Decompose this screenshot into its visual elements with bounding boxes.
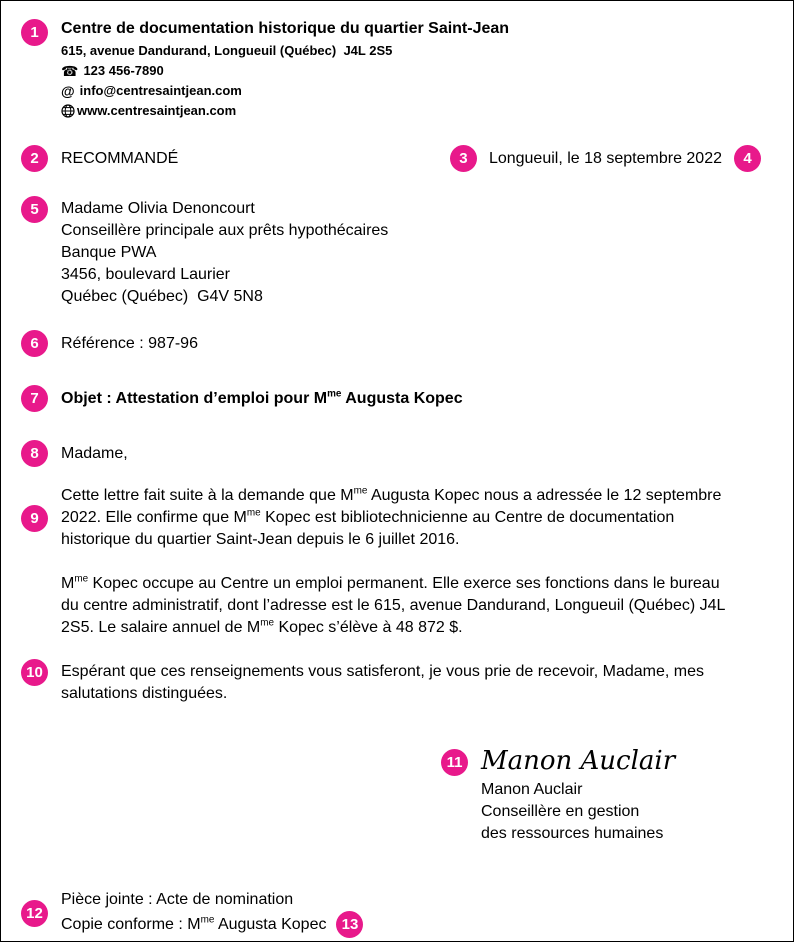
cc-text: Copie conforme : $M^{me}$ Augusta Kopec — [61, 914, 327, 933]
callout-badge-8: 8 — [21, 440, 48, 467]
email-address: info@centresaintjean.com — [79, 83, 242, 98]
footer-notations — [21, 889, 777, 938]
callout-badge-13: 13 — [336, 911, 363, 938]
mention-date-row — [21, 145, 777, 172]
recipient-name: Madame Olivia Denoncourt — [61, 200, 255, 217]
website-url: www.centresaintjean.com — [77, 103, 237, 118]
closing-paragraph: Espérant que ces renseignements vous satisferont, je vous prie de recevoir, Madame, mes salutations distinguées. — [61, 663, 704, 702]
enclosure-line: Pièce jointe : Acte de nomination — [61, 891, 294, 908]
subject-row — [21, 385, 777, 412]
org-address-text: 615, avenue Dandurand, Longueuil (Québec) J4L 2S5 — [61, 43, 393, 58]
org-address — [61, 41, 738, 61]
place-date-line: Longueuil, le 18 septembre 2022 — [488, 149, 722, 167]
callout-badge-9: 9 — [21, 505, 48, 532]
recipient-company: Banque PWA — [61, 244, 157, 261]
globe-icon — [61, 104, 75, 118]
closing-row — [21, 661, 777, 705]
callout-badge-2: 2 — [21, 145, 48, 172]
phone-icon: ☎ — [61, 63, 79, 79]
letterhead — [21, 19, 777, 121]
org-phone — [61, 61, 738, 81]
callout-badge-3: 3 — [450, 145, 477, 172]
registered-mention: RECOMMANDÉ — [61, 149, 179, 167]
callout-badge-12: 12 — [21, 900, 48, 927]
signature-script: Manon Auclair — [481, 746, 676, 776]
signature-title-1: Conseillère en gestion — [481, 803, 640, 820]
cc-line — [61, 911, 363, 938]
org-name: Centre de documentation historique du quartier Saint-Jean — [61, 20, 510, 37]
callout-badge-4: 4 — [734, 145, 761, 172]
callout-badge-7: 7 — [21, 385, 48, 412]
callout-badge-1: 1 — [21, 19, 48, 46]
recipient-street: 3456, boulevard Laurier — [61, 266, 231, 283]
body-paragraph-2-row — [21, 573, 777, 639]
signature-title-2: des ressources humaines — [481, 825, 664, 842]
callout-badge-11: 11 — [441, 749, 468, 776]
callout-badge-6: 6 — [21, 330, 48, 357]
callout-badge-5: 5 — [21, 196, 48, 223]
phone-number: 123 456-7890 — [83, 63, 164, 78]
signature-block — [441, 745, 777, 845]
subject-line: Objet : Attestation d’emploi pour $M^{me}$ Augusta Kopec — [61, 388, 463, 407]
body-paragraph-2: $M^{me}$ Kopec occupe au Centre un emploi permanent. Elle exerce ses fonctions dans le bureau du centre administratif, dont l’adresse est le 615, avenue Dandurand, Longueuil (Québec) J4L 2S5. Le salaire annuel de $M^{me}$ Kopec s’élève à 48 872 $. — [61, 573, 725, 636]
recipient-title: Conseillère principale aux prêts hypothécaires — [61, 222, 389, 239]
body-paragraph-1: Cette lettre fait suite à la demande que $M^{me}$ Augusta Kopec nous a adressée le 12 septembre 2022. Elle confirme que $M^{me}$ Kopec est bibliotechnicienne au Centre de documentation historique du quartier Saint-Jean depuis le 6 juillet 2016. — [61, 485, 722, 548]
recipient-city: Québec (Québec) G4V 5N8 — [61, 288, 263, 305]
org-website — [61, 101, 738, 121]
salutation: Madame, — [61, 444, 128, 462]
at-icon: @ — [61, 83, 75, 99]
reference-row — [21, 330, 777, 357]
org-email — [61, 81, 738, 101]
signature-name: Manon Auclair — [481, 781, 583, 798]
reference-line: Référence : 987-96 — [61, 334, 198, 352]
recipient-block — [21, 198, 777, 308]
callout-badge-10: 10 — [21, 659, 48, 686]
salutation-row — [21, 440, 777, 467]
body-paragraph-1-row — [21, 485, 777, 551]
